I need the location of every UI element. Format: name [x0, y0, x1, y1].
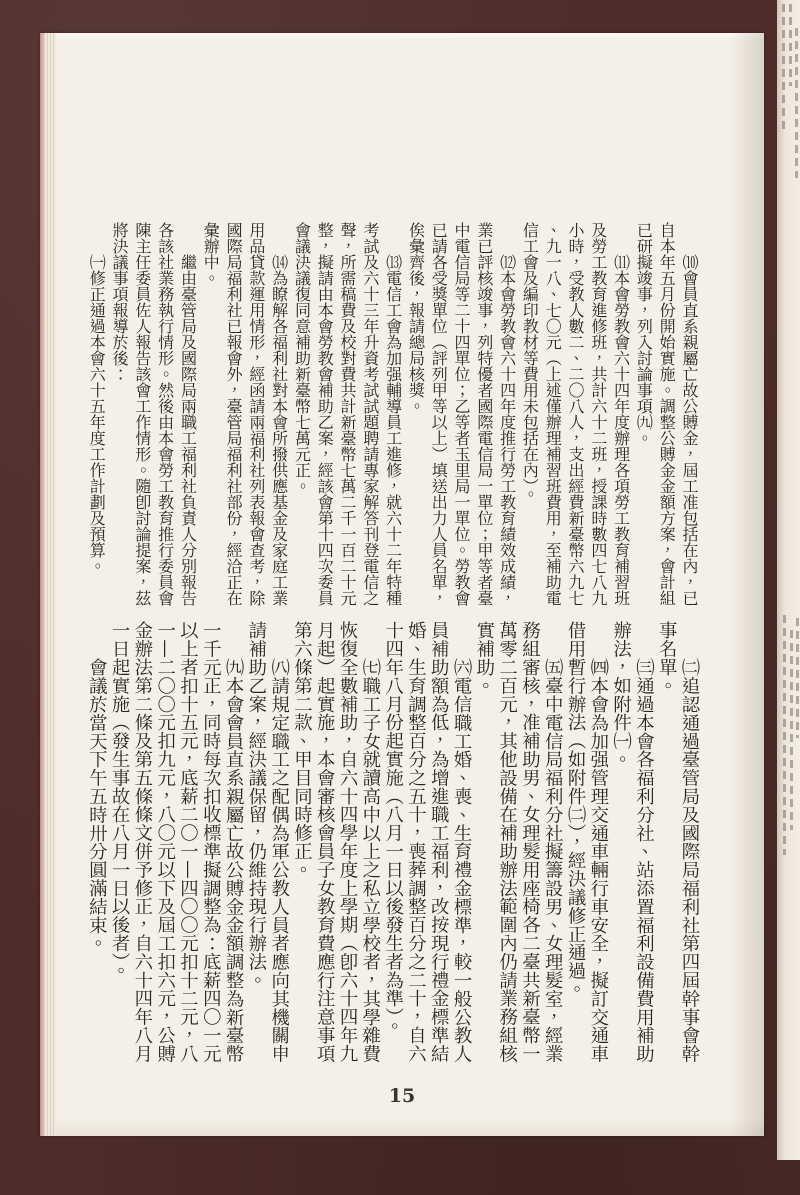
paragraph	[381, 621, 472, 1067]
text-column: 、九一八、七〇元（上述僅辦理補習班費用，至補助電	[543, 222, 563, 606]
text-column: 俟彙齊後，報請總局核獎。	[406, 222, 426, 414]
page-number: 15	[388, 1085, 416, 1107]
text-column: ㈣本會為加强管理交通車輛行車安全，擬訂交通車	[587, 657, 609, 1063]
text-column: 以上者扣十五元，底薪二〇一—四〇〇元扣十二元，八	[177, 621, 199, 1063]
text-column: ㈢通過本會各福利分社、站添置福利設備費用補助	[633, 657, 655, 1063]
text-column: ㈠修正通過本會六十五年度工作計劃及預算。	[87, 254, 107, 574]
text-column: ㈤臺中電信局福利分社擬籌設男、女理髮室，經業	[542, 657, 564, 1063]
text-column: 請補助乙案，經決議保留，仍維持現行辦法。	[245, 621, 267, 989]
text-column: 務組審核，准補助男、女理髮用座椅各二臺共新臺幣一	[519, 621, 541, 1063]
upper-text-block	[83, 222, 700, 608]
text-column: 會議決議復同意補助新臺幣七萬元正。	[292, 222, 312, 494]
text-column: ㈥電信職工婚、喪、生育禮金標準，較一般公教人	[451, 657, 473, 1063]
text-column: 陳主任委員佐人報告該會工作情形。隨卽討論提案，茲	[132, 222, 152, 606]
text-column: ⒁為瞭解各福利社對本會所撥供應基金及家庭工業	[269, 254, 289, 606]
paragraph	[518, 222, 632, 608]
text-column: 小時，受教人數二、二〇八人，支出經費新臺幣六九七	[566, 222, 586, 606]
paragraph	[472, 621, 563, 1067]
paragraph	[404, 222, 518, 608]
adjacent-page-text-fragment	[790, 630, 793, 830]
text-column: 事名單。	[656, 621, 678, 695]
adjacent-page-text-fragment	[795, 28, 798, 178]
text-column: 國際局福利社已報會外，臺管局福利社部份，經洽正在	[224, 222, 244, 606]
text-column: 業已評核竣事，列特優者國際電信局一單位；甲等者臺	[474, 222, 494, 606]
text-column: ⑽會員直系親屬亡故公賻金，屆工准包括在內，已	[680, 254, 699, 606]
text-column: 中電信局等二十四單位；乙等者玉里局一單位。勞教會	[452, 222, 472, 606]
text-column: 一—二〇〇元扣九元，八〇元以下及屆工扣六元，公賻	[154, 621, 176, 1063]
text-column: ㈦職工子女就讀高中以上之私立學校者，其學雜費	[359, 657, 381, 1063]
text-column: 一日起實施（發生事故在八月一日以後者）。	[109, 621, 131, 980]
text-column: 金辦法第二條及第五條條文併予修正，自六十四年八月	[131, 621, 153, 1063]
paragraph	[84, 621, 107, 1067]
adjacent-page-text-fragment	[783, 615, 786, 855]
text-column: ㈧請規定職工之配偶為軍公教人員者應向其機關申	[268, 657, 290, 1063]
paragraph	[107, 621, 244, 1067]
paragraph	[290, 222, 404, 608]
text-column: 考試及六十三年升資考試試題聘請專家解答刊登電信之	[360, 222, 380, 606]
page-edge-stack	[45, 33, 56, 1136]
lower-text-block	[83, 621, 700, 1067]
text-column: ㈨本會會員直系親屬亡故公賻金金額調整為新臺幣	[223, 657, 245, 1063]
adjacent-page-text-fragment	[796, 618, 799, 738]
text-column: 聲，所需稿費及校對費共計新臺幣七萬二千一百二十元	[338, 222, 358, 606]
text-column: 十四年八月份起實施（八月一日以後發生者為準）。	[382, 621, 404, 1035]
text-column: 各該社業務執行情形。然後由本會勞工教育推行委員會	[155, 222, 175, 606]
text-column: 用品貸款運用情形，經函請兩福利社列表報會查考，除	[246, 222, 266, 606]
text-column: 整，擬請由本會勞教會補助乙案，經該會第十四次委員	[315, 222, 335, 606]
paragraph	[654, 621, 700, 1067]
text-column: 月起）起實施，本會審核會員子女教育費應行注意事項	[314, 621, 336, 1063]
text-column: ⒀電信工會為加强輔導員工進修，就六十二年特種	[383, 254, 403, 606]
paragraph	[632, 222, 700, 608]
text-column: ㈡追認通過臺管局及國際局福利社第四屆幹事會幹	[679, 657, 700, 1063]
paragraph	[107, 222, 198, 608]
paragraph	[290, 621, 381, 1067]
text-column: 實補助。	[473, 621, 495, 695]
text-column: 萬零二百元，其他設備在補助辦法範圍內仍請業務組核	[496, 621, 518, 1063]
text-column: 借用暫行辦法（如附件㈡），經決議修正通過。	[565, 621, 587, 999]
adjacent-page-text-fragment	[782, 4, 785, 130]
paragraph	[563, 621, 609, 1067]
text-column: 自本年五月份開始實施。調整公賻金金額方案，會計組	[657, 222, 677, 606]
text-column: ⑾本會勞教會六十四年度辦理各項勞工教育補習班	[611, 254, 631, 606]
text-column: 辦法，如附件㈠。	[610, 621, 632, 769]
text-column: 一千元正，同時每次扣收標準擬調整為：底薪四〇一元	[200, 621, 222, 1063]
text-column: 及勞工教育進修班，共計六十二班，授課時數四七八九	[588, 222, 608, 606]
text-column: 會議於當天下午五時卅分圓滿結束。	[86, 657, 108, 953]
adjacent-page-text-fragment	[789, 4, 792, 86]
paragraph	[84, 222, 107, 608]
text-column: 婚、生育調整百分之五十，喪葬調整百分之二十，自六	[405, 621, 427, 1063]
paragraph	[244, 621, 290, 1067]
text-column: 已研擬竣事，列入討論事項㈨。	[634, 222, 654, 446]
text-column: 信工會及編印教材等費用未包括在內）。	[520, 222, 540, 502]
gutter-shadow	[730, 33, 764, 1136]
text-column: 恢復全數補助，自六十四學年度上學期（卽六十四年九	[337, 621, 359, 1063]
text-column: 員補助額為低，為增進職工福利，改按現行禮金標準結	[428, 621, 450, 1063]
text-column: ⑿本會勞教會六十四年度推行勞工教育績效成績，	[497, 254, 517, 606]
text-column: 將決議事項報導於後：	[110, 222, 130, 382]
text-column: 已請各受獎單位（評列甲等以上）填送出力人員名單，	[429, 222, 449, 606]
text-column: 繼由臺管局及國際局兩職工福利社負責人分別報告	[178, 254, 198, 606]
adjacent-page	[777, 0, 800, 1160]
paragraph	[198, 222, 289, 608]
paragraph	[609, 621, 655, 1067]
text-column: 第六條第二款、甲目同時修正。	[291, 621, 313, 879]
text-column: 彙辦中。	[201, 222, 221, 286]
